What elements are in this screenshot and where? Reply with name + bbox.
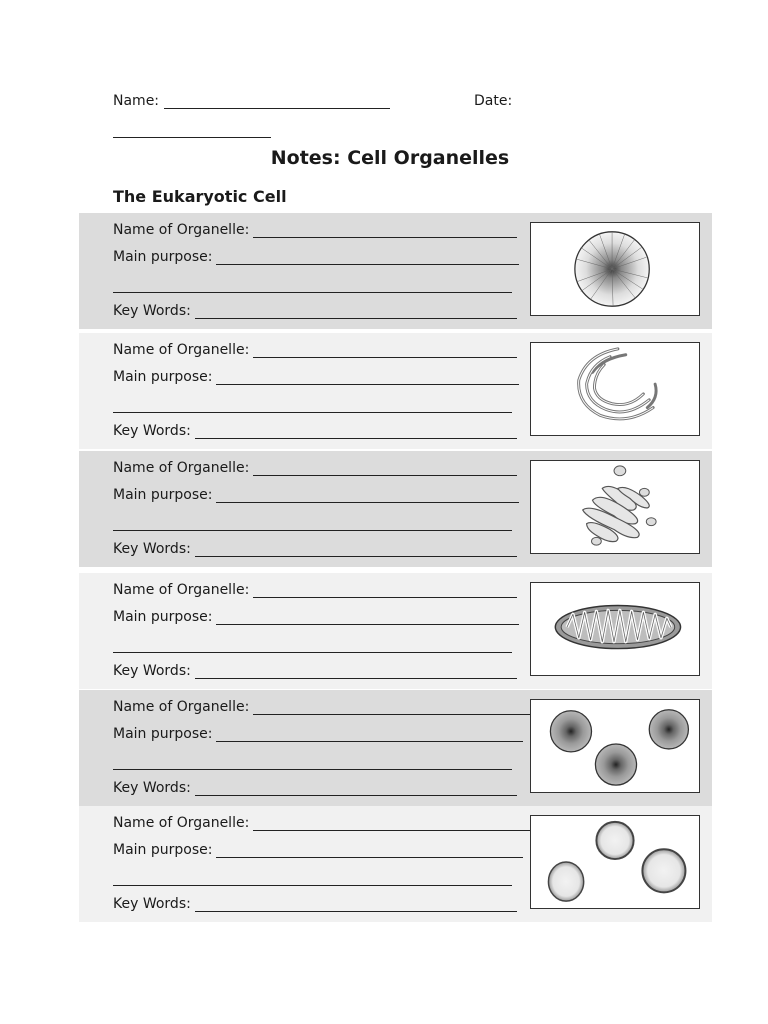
organelle-name-label: Name of Organelle:	[113, 699, 250, 715]
main-purpose-line[interactable]	[216, 489, 519, 503]
date-blank-line[interactable]	[113, 137, 271, 138]
key-words-label: Key Words:	[113, 780, 191, 796]
organelle-name-line[interactable]	[253, 701, 530, 715]
nucleus-icon	[531, 223, 699, 315]
page-title: Notes: Cell Organelles	[270, 147, 510, 169]
golgi-apparatus-image	[530, 460, 700, 554]
mitochondrion-image	[530, 582, 700, 676]
main-purpose-line[interactable]	[216, 611, 519, 625]
name-label: Name:	[113, 93, 160, 109]
mitochondrion-icon	[531, 583, 699, 675]
key-words-field[interactable]	[113, 896, 517, 912]
organelle-name-label: Name of Organelle:	[113, 582, 250, 598]
date-field[interactable]	[474, 93, 512, 109]
main-purpose-field[interactable]	[113, 726, 523, 742]
organelle-name-field[interactable]	[113, 699, 530, 715]
main-purpose-line[interactable]	[216, 844, 523, 858]
extra-purpose-line[interactable]	[113, 412, 512, 413]
main-purpose-line[interactable]	[216, 251, 519, 265]
main-purpose-label: Main purpose:	[113, 487, 213, 503]
organelle-name-field[interactable]	[113, 815, 530, 831]
name-field[interactable]	[113, 93, 390, 109]
main-purpose-label: Main purpose:	[113, 249, 213, 265]
main-purpose-label: Main purpose:	[113, 369, 213, 385]
organelle-row-5	[79, 690, 712, 806]
key-words-field[interactable]	[113, 423, 517, 439]
main-purpose-field[interactable]	[113, 609, 519, 625]
key-words-field[interactable]	[113, 303, 517, 319]
organelle-name-field[interactable]	[113, 460, 517, 476]
key-words-field[interactable]	[113, 541, 517, 557]
organelle-name-field[interactable]	[113, 222, 517, 238]
main-purpose-field[interactable]	[113, 369, 519, 385]
main-purpose-label: Main purpose:	[113, 842, 213, 858]
organelle-name-line[interactable]	[253, 344, 517, 358]
name-blank-line[interactable]	[164, 94, 390, 109]
organelle-name-label: Name of Organelle:	[113, 342, 250, 358]
key-words-label: Key Words:	[113, 303, 191, 319]
key-words-label: Key Words:	[113, 896, 191, 912]
main-purpose-line[interactable]	[216, 728, 523, 742]
main-purpose-field[interactable]	[113, 842, 523, 858]
key-words-label: Key Words:	[113, 541, 191, 557]
organelle-name-line[interactable]	[253, 462, 517, 476]
key-words-field[interactable]	[113, 663, 517, 679]
main-purpose-line[interactable]	[216, 371, 519, 385]
date-label: Date:	[474, 93, 513, 109]
section-heading: The Eukaryotic Cell	[113, 187, 287, 206]
organelle-name-label: Name of Organelle:	[113, 222, 250, 238]
extra-purpose-line[interactable]	[113, 652, 512, 653]
lysosomes-icon	[531, 700, 699, 792]
key-words-field[interactable]	[113, 780, 517, 796]
nucleus-image	[530, 222, 700, 316]
main-purpose-label: Main purpose:	[113, 609, 213, 625]
main-purpose-field[interactable]	[113, 249, 519, 265]
key-words-line[interactable]	[195, 665, 517, 679]
organelle-row-1	[79, 213, 712, 329]
endoplasmic-reticulum-icon	[531, 343, 699, 435]
endoplasmic-reticulum-image	[530, 342, 700, 436]
organelle-name-field[interactable]	[113, 582, 517, 598]
organelle-name-line[interactable]	[253, 224, 517, 238]
organelle-row-4	[79, 573, 712, 689]
vacuoles-icon	[531, 816, 699, 908]
organelle-name-line[interactable]	[253, 817, 530, 831]
golgi-apparatus-icon	[531, 461, 699, 553]
organelle-name-label: Name of Organelle:	[113, 815, 250, 831]
extra-purpose-line[interactable]	[113, 885, 512, 886]
extra-purpose-line[interactable]	[113, 530, 512, 531]
main-purpose-field[interactable]	[113, 487, 519, 503]
key-words-line[interactable]	[195, 782, 517, 796]
key-words-label: Key Words:	[113, 663, 191, 679]
lysosomes-image	[530, 699, 700, 793]
key-words-label: Key Words:	[113, 423, 191, 439]
organelle-name-label: Name of Organelle:	[113, 460, 250, 476]
main-purpose-label: Main purpose:	[113, 726, 213, 742]
extra-purpose-line[interactable]	[113, 292, 512, 293]
key-words-line[interactable]	[195, 543, 517, 557]
key-words-line[interactable]	[195, 425, 517, 439]
organelle-row-2	[79, 333, 712, 449]
organelle-row-6	[79, 806, 712, 922]
organelle-name-field[interactable]	[113, 342, 517, 358]
organelle-row-3	[79, 451, 712, 567]
organelle-name-line[interactable]	[253, 584, 517, 598]
key-words-line[interactable]	[195, 898, 517, 912]
vacuoles-image	[530, 815, 700, 909]
key-words-line[interactable]	[195, 305, 517, 319]
extra-purpose-line[interactable]	[113, 769, 512, 770]
